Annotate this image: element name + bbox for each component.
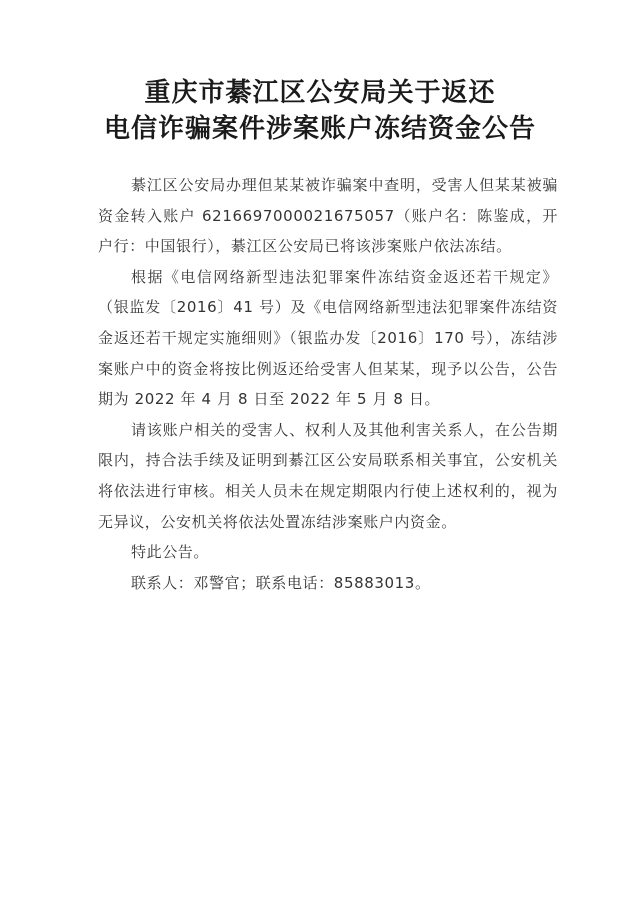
- document-body: [98, 170, 558, 598]
- document-title-line1: 重庆市綦江区公安局关于返还: [144, 78, 496, 108]
- paragraph-legal-basis: 根据《电信网络新型违法犯罪案件冻结资金返还若干规定》（银监发〔2016〕41 号）及《电信网络新型违法犯罪案件冻结资金返还若干规定实施细则》（银监办发〔2016〕170 号），冻结涉案账户中的资金将按比例返还给受害人但某某，现予以公告，公告期为 2022 年 4 月 8 日至 2022 年 5 月 8 日。: [98, 267, 558, 409]
- paragraph-contact: 联系人：邓警官；联系电话：85883013。: [131, 573, 431, 592]
- paragraph-closing: 特此公告。: [131, 543, 210, 562]
- paragraph-case-details: 綦江区公安局办理但某某被诈骗案中查明，受害人但某某被骗资金转入账户 6216697000021675057（账户名：陈鉴成，开户行：中国银行），綦江区公安局已将该涉案账户依法冻结。: [98, 176, 558, 256]
- paragraph-claim-instructions: 请该账户相关的受害人、权利人及其他利害关系人，在公告期限内，持合法手续及证明到綦江区公安局联系相关事宜，公安机关将依法进行审核。相关人员未在规定期限内行使上述权利的，视为无异议，公安机关将依法处置冻结涉案账户内资金。: [98, 420, 558, 531]
- document-title-line2: 电信诈骗案件涉案账户冻结资金公告: [103, 114, 536, 144]
